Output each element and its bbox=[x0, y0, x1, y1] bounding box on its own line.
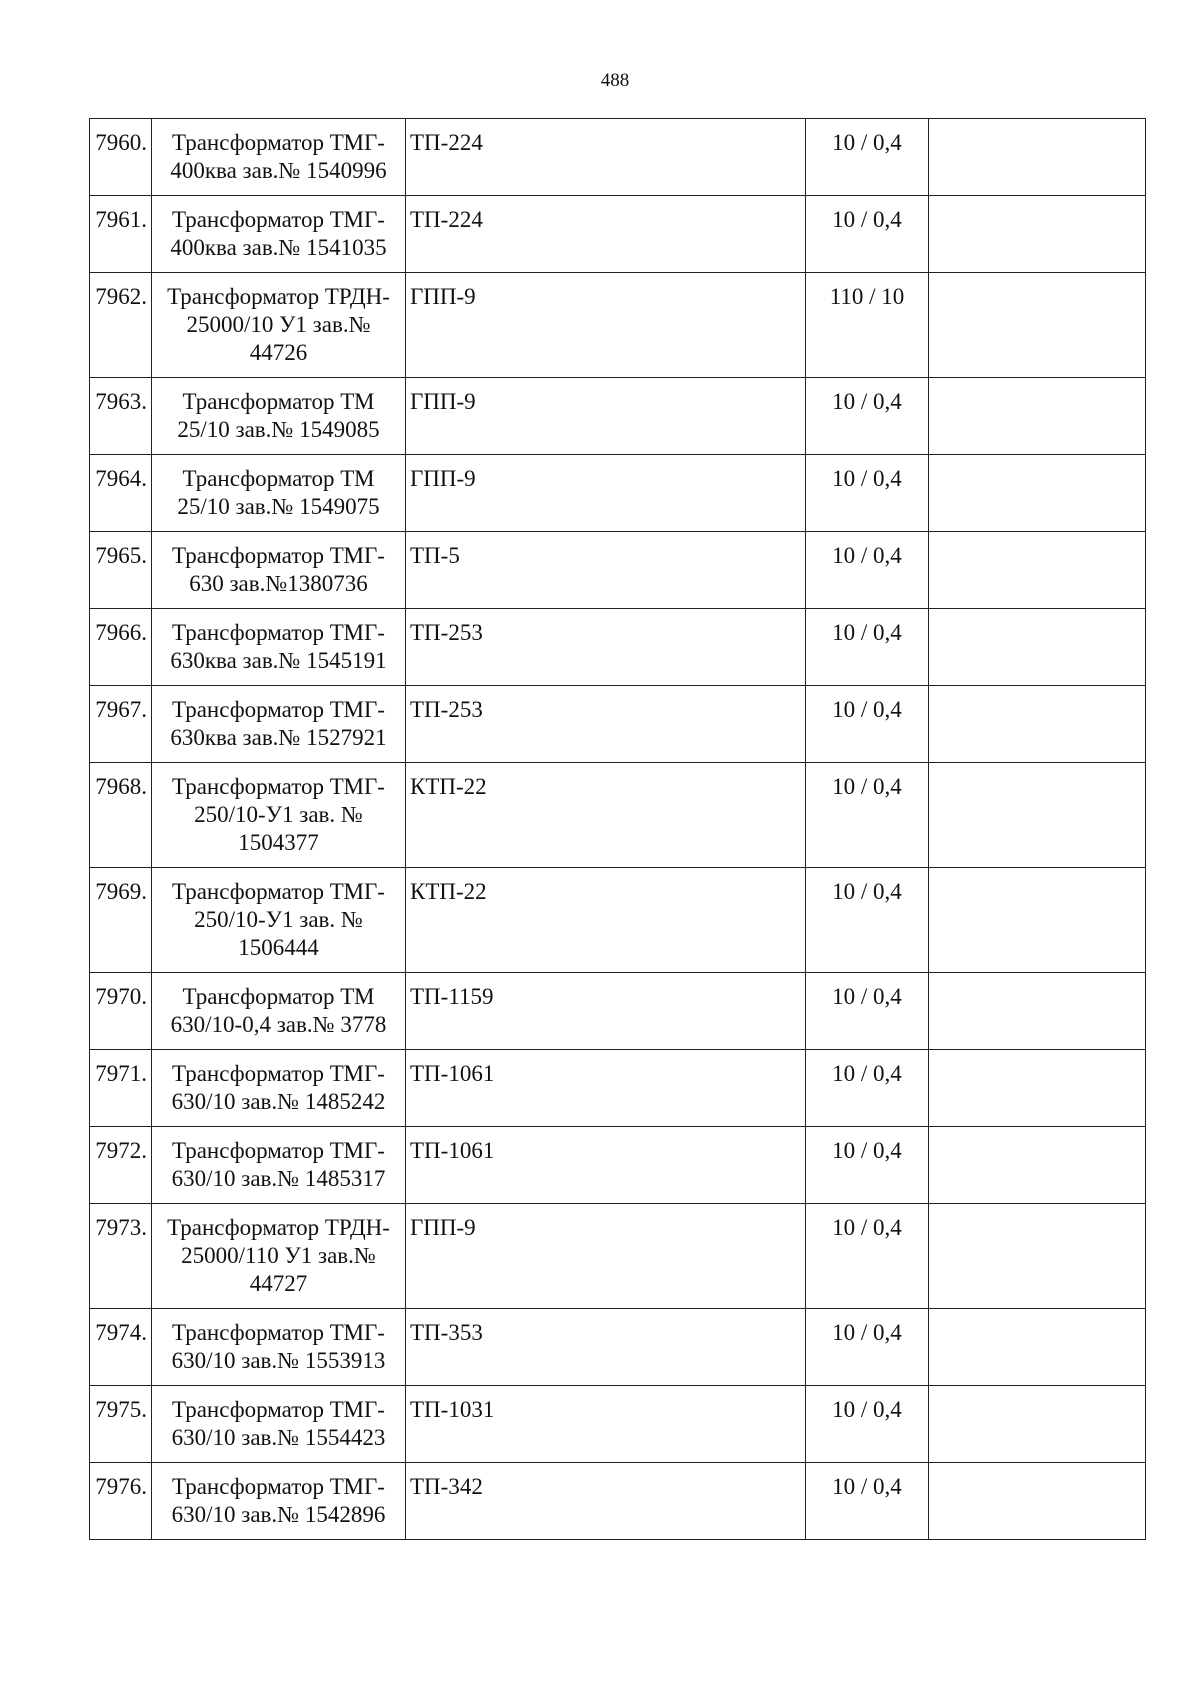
equipment-name-line: Трансформатор ТРДН- bbox=[167, 284, 390, 309]
installation-location: ТП-224 bbox=[406, 196, 806, 273]
equipment-name bbox=[152, 1050, 406, 1127]
equipment-name bbox=[152, 686, 406, 763]
table-row bbox=[90, 273, 1146, 378]
row-number: 7974. bbox=[90, 1309, 152, 1386]
equipment-name bbox=[152, 868, 406, 973]
installation-location: ТП-224 bbox=[406, 119, 806, 196]
equipment-name-line: 630/10-0,4 зав.№ 3778 bbox=[170, 1012, 387, 1037]
equipment-name-line: 250/10-У1 зав. № bbox=[194, 907, 363, 932]
note-cell bbox=[929, 1463, 1146, 1540]
installation-location: КТП-22 bbox=[406, 868, 806, 973]
equipment-name bbox=[152, 1463, 406, 1540]
voltage-class: 10 / 0,4 bbox=[806, 868, 929, 973]
row-number: 7965. bbox=[90, 532, 152, 609]
page-number: 488 bbox=[600, 70, 630, 91]
note-cell bbox=[929, 1050, 1146, 1127]
equipment-name-line: 1506444 bbox=[238, 935, 319, 960]
note-cell bbox=[929, 1386, 1146, 1463]
installation-location: ТП-253 bbox=[406, 609, 806, 686]
equipment-table bbox=[89, 118, 1146, 1540]
equipment-name-line: Трансформатор ТМ bbox=[182, 984, 375, 1009]
equipment-name-line: 25/10 зав.№ 1549075 bbox=[177, 494, 380, 519]
installation-location: ТП-1061 bbox=[406, 1050, 806, 1127]
table-row bbox=[90, 973, 1146, 1050]
table-row bbox=[90, 1204, 1146, 1309]
installation-location: ТП-1159 bbox=[406, 973, 806, 1050]
equipment-name-line: Трансформатор ТМГ- bbox=[172, 130, 385, 155]
equipment-name bbox=[152, 1204, 406, 1309]
installation-location: ГПП-9 bbox=[406, 455, 806, 532]
equipment-name-line: 630/10 зав.№ 1485242 bbox=[171, 1089, 386, 1114]
installation-location: ТП-342 bbox=[406, 1463, 806, 1540]
installation-location: ГПП-9 bbox=[406, 378, 806, 455]
table-row bbox=[90, 609, 1146, 686]
table-row bbox=[90, 1309, 1146, 1386]
row-number: 7971. bbox=[90, 1050, 152, 1127]
equipment-name-line: Трансформатор ТМ bbox=[182, 389, 375, 414]
note-cell bbox=[929, 378, 1146, 455]
row-number: 7967. bbox=[90, 686, 152, 763]
equipment-name-line: Трансформатор ТМГ- bbox=[172, 879, 385, 904]
installation-location: ТП-253 bbox=[406, 686, 806, 763]
row-number: 7976. bbox=[90, 1463, 152, 1540]
voltage-class: 110 / 10 bbox=[806, 273, 929, 378]
voltage-class: 10 / 0,4 bbox=[806, 1127, 929, 1204]
table-row bbox=[90, 1463, 1146, 1540]
equipment-name-line: 630 зав.№1380736 bbox=[189, 571, 368, 596]
equipment-name-line: 1504377 bbox=[238, 830, 319, 855]
voltage-class: 10 / 0,4 bbox=[806, 1204, 929, 1309]
installation-location: ТП-1031 bbox=[406, 1386, 806, 1463]
row-number: 7968. bbox=[90, 763, 152, 868]
note-cell bbox=[929, 609, 1146, 686]
equipment-name-line: Трансформатор ТМГ- bbox=[172, 697, 385, 722]
row-number: 7962. bbox=[90, 273, 152, 378]
table-row bbox=[90, 455, 1146, 532]
equipment-name-line: 25000/110 У1 зав.№ bbox=[181, 1243, 376, 1268]
row-number: 7969. bbox=[90, 868, 152, 973]
equipment-name bbox=[152, 532, 406, 609]
voltage-class: 10 / 0,4 bbox=[806, 1050, 929, 1127]
note-cell bbox=[929, 1309, 1146, 1386]
equipment-name bbox=[152, 609, 406, 686]
equipment-name-line: Трансформатор ТМГ- bbox=[172, 543, 385, 568]
equipment-name bbox=[152, 378, 406, 455]
equipment-name-line: Трансформатор ТМГ- bbox=[172, 1061, 385, 1086]
table-row bbox=[90, 1050, 1146, 1127]
row-number: 7963. bbox=[90, 378, 152, 455]
row-number: 7973. bbox=[90, 1204, 152, 1309]
equipment-name-line: Трансформатор ТМГ- bbox=[172, 620, 385, 645]
equipment-name-line: Трансформатор ТМГ- bbox=[172, 1320, 385, 1345]
voltage-class: 10 / 0,4 bbox=[806, 1463, 929, 1540]
table-row bbox=[90, 196, 1146, 273]
note-cell bbox=[929, 763, 1146, 868]
row-number: 7964. bbox=[90, 455, 152, 532]
equipment-name bbox=[152, 1127, 406, 1204]
installation-location: ТП-353 bbox=[406, 1309, 806, 1386]
voltage-class: 10 / 0,4 bbox=[806, 196, 929, 273]
row-number: 7961. bbox=[90, 196, 152, 273]
installation-location: ТП-5 bbox=[406, 532, 806, 609]
voltage-class: 10 / 0,4 bbox=[806, 763, 929, 868]
row-number: 7966. bbox=[90, 609, 152, 686]
equipment-name-line: Трансформатор ТМ bbox=[182, 466, 375, 491]
voltage-class: 10 / 0,4 bbox=[806, 119, 929, 196]
equipment-name-line: Трансформатор ТМГ- bbox=[172, 774, 385, 799]
table-row bbox=[90, 868, 1146, 973]
voltage-class: 10 / 0,4 bbox=[806, 686, 929, 763]
voltage-class: 10 / 0,4 bbox=[806, 1386, 929, 1463]
equipment-name-line: 630ква зав.№ 1527921 bbox=[170, 725, 387, 750]
row-number: 7972. bbox=[90, 1127, 152, 1204]
row-number: 7975. bbox=[90, 1386, 152, 1463]
row-number: 7970. bbox=[90, 973, 152, 1050]
voltage-class: 10 / 0,4 bbox=[806, 609, 929, 686]
equipment-name-line: 630/10 зав.№ 1554423 bbox=[171, 1425, 386, 1450]
table-row bbox=[90, 532, 1146, 609]
voltage-class: 10 / 0,4 bbox=[806, 1309, 929, 1386]
equipment-name bbox=[152, 763, 406, 868]
equipment-name-line: Трансформатор ТРДН- bbox=[167, 1215, 390, 1240]
installation-location: ГПП-9 bbox=[406, 273, 806, 378]
installation-location: ТП-1061 bbox=[406, 1127, 806, 1204]
equipment-name-line: 630/10 зав.№ 1485317 bbox=[171, 1166, 386, 1191]
voltage-class: 10 / 0,4 bbox=[806, 532, 929, 609]
table-row bbox=[90, 686, 1146, 763]
note-cell bbox=[929, 119, 1146, 196]
equipment-name-line: 630ква зав.№ 1545191 bbox=[170, 648, 387, 673]
equipment-name bbox=[152, 119, 406, 196]
equipment-name-line: Трансформатор ТМГ- bbox=[172, 1138, 385, 1163]
equipment-name bbox=[152, 1386, 406, 1463]
equipment-name bbox=[152, 455, 406, 532]
equipment-name bbox=[152, 273, 406, 378]
row-number: 7960. bbox=[90, 119, 152, 196]
equipment-name-line: 250/10-У1 зав. № bbox=[194, 802, 363, 827]
note-cell bbox=[929, 532, 1146, 609]
equipment-name-line: Трансформатор ТМГ- bbox=[172, 207, 385, 232]
equipment-name-line: 44726 bbox=[249, 340, 308, 365]
note-cell bbox=[929, 273, 1146, 378]
equipment-name-line: 400ква зав.№ 1541035 bbox=[170, 235, 387, 260]
table-row bbox=[90, 1127, 1146, 1204]
voltage-class: 10 / 0,4 bbox=[806, 973, 929, 1050]
table-row bbox=[90, 378, 1146, 455]
equipment-name-line: 44727 bbox=[249, 1271, 308, 1296]
equipment-table-body bbox=[90, 119, 1146, 1540]
note-cell bbox=[929, 868, 1146, 973]
equipment-name-line: Трансформатор ТМГ- bbox=[172, 1397, 385, 1422]
installation-location: КТП-22 bbox=[406, 763, 806, 868]
equipment-name bbox=[152, 973, 406, 1050]
equipment-name-line: 630/10 зав.№ 1542896 bbox=[171, 1502, 386, 1527]
equipment-name-line: 630/10 зав.№ 1553913 bbox=[171, 1348, 386, 1373]
equipment-name-line: Трансформатор ТМГ- bbox=[172, 1474, 385, 1499]
equipment-name bbox=[152, 1309, 406, 1386]
note-cell bbox=[929, 455, 1146, 532]
voltage-class: 10 / 0,4 bbox=[806, 378, 929, 455]
equipment-name-line: 25/10 зав.№ 1549085 bbox=[177, 417, 380, 442]
equipment-name-line: 400ква зав.№ 1540996 bbox=[170, 158, 387, 183]
table-row bbox=[90, 119, 1146, 196]
note-cell bbox=[929, 686, 1146, 763]
installation-location: ГПП-9 bbox=[406, 1204, 806, 1309]
equipment-name bbox=[152, 196, 406, 273]
voltage-class: 10 / 0,4 bbox=[806, 455, 929, 532]
table-row bbox=[90, 763, 1146, 868]
equipment-name-line: 25000/10 У1 зав.№ bbox=[186, 312, 371, 337]
note-cell bbox=[929, 1204, 1146, 1309]
note-cell bbox=[929, 973, 1146, 1050]
table-row bbox=[90, 1386, 1146, 1463]
note-cell bbox=[929, 1127, 1146, 1204]
note-cell bbox=[929, 196, 1146, 273]
